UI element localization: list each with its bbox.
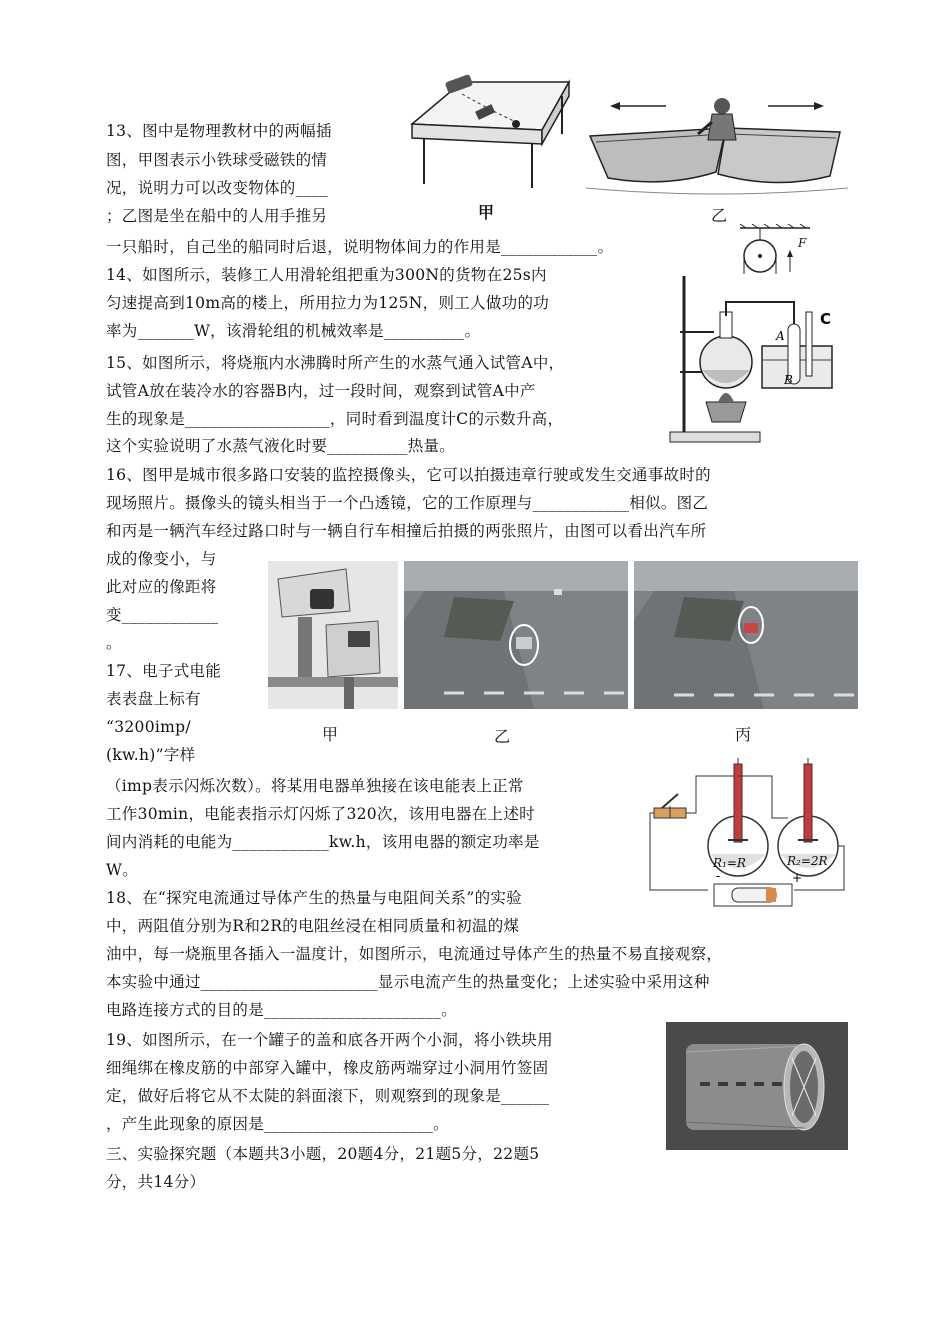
photo-caption-a: 甲 [322,725,339,744]
q18-line-3: 油中，每一烧瓶里各插入一温度计，如图所示，电流通过导体产生的热量不易直接观察， [106,945,723,963]
label-c: C [820,310,832,328]
label-a: A [776,329,785,343]
photo-caption-c: 丙 [735,725,752,744]
rolling-can-photo [666,1022,848,1150]
label-b: B [784,373,793,387]
figure-caption-a: 甲 [478,203,495,222]
battery-plus-label: + [792,871,803,885]
resistor-r1-label: R₁=R [713,856,746,870]
q17-line-1: 17、电子式电能 [106,662,222,680]
heating-circuit-figure [648,758,848,918]
q13-line-5: 一只船时，自己坐的船同时后退，说明物体间力的作用是____________。 [106,238,614,256]
battery-minus-label: - [716,869,721,883]
q18-line-1: 18、在“探究电流通过导体产生的热量与电阻间关系”的实验 [106,889,522,907]
q19-line-4: ，产生此现象的原因是_____________________。 [106,1115,449,1133]
force-label: F [798,236,807,250]
surveillance-camera-photo [268,561,398,709]
q16-line-3: 和丙是一辆汽车经过路口时与一辆自行车相撞后拍摄的两张照片，由图可以看出汽车所 [106,522,707,540]
road-photo-c [634,561,858,709]
q19-line-3: 定，做好后将它从不太陡的斜面滚下，则观察到的现象是______ [106,1087,550,1105]
boats-figure [586,92,848,200]
resistor-r2-label: R₂=2R [787,854,828,868]
q13-line-4: ；乙图是坐在船中的人用手推另 [106,207,328,225]
q15-line-4: 这个实验说明了水蒸气液化时要__________热量。 [106,437,456,455]
q17-line-5: （imp表示闪烁次数）。将某用电器单独接在该电能表上正常 [106,777,524,795]
section3-heading-line-1: 三、实验探究题（本题共3小题，20题4分，21题5分，22题5 [106,1145,540,1163]
q15-line-1: 15、如图所示，将烧瓶内水沸腾时所产生的水蒸气通入试管A中， [106,354,565,372]
q17-line-7: 间内消耗的电能为____________kw.h，该用电器的额定功率是 [106,833,540,851]
q16-line-4: 成的像变小，与 [106,550,217,568]
q16-line-6: 变____________ [106,606,219,624]
q13-line-1: 13、图中是物理教材中的两幅插 [106,122,332,140]
q18-line-2: 中，两阻值分别为R和2R的电阻丝浸在相同质量和初温的煤 [106,917,520,935]
q14-line-1: 14、如图所示，装修工人用滑轮组把重为300N的货物在25s内 [106,266,547,284]
q15-line-2: 试管A放在装冷水的容器B内，过一段时间，观察到试管A中产 [106,382,536,400]
road-photo-b [404,561,628,709]
q15-line-3: 生的现象是__________________，同时看到温度计C的示数升高， [106,410,564,428]
q14-line-2: 匀速提高到10m高的楼上，所用拉力为125N，则工人做功的功 [106,294,550,312]
q16-line-2: 现场照片。摄像头的镜头相当于一个凸透镜，它的工作原理与____________相似。图乙 [106,494,709,512]
q17-line-4: (kw.h)”字样 [106,746,196,764]
q13-line-2: 图，甲图表示小铁球受磁铁的情 [106,151,328,169]
q14-line-3: 率为_______W，该滑轮组的机械效率是__________。 [106,322,481,340]
figure-caption-b: 乙 [711,206,728,225]
q16-line-1: 16、图甲是城市很多路口安装的监控摄像头，它可以拍摄违章行驶或发生交通事故时的 [106,466,711,484]
q17-line-3: “3200imp/ [106,718,191,736]
q13-line-3: 况，说明力可以改变物体的____ [106,179,328,197]
q16-line-5: 此对应的像距将 [106,578,217,596]
q19-line-1: 19、如图所示，在一个罐子的盖和底各开两个小洞，将小铁块用 [106,1031,553,1049]
photo-caption-b: 乙 [494,727,511,746]
q17-line-8: W。 [106,861,139,879]
section3-heading-line-2: 分，共14分） [106,1173,206,1191]
q17-line-2: 表表盘上标有 [106,690,201,708]
q16-line-7: 。 [106,634,122,652]
q19-line-2: 细绳绑在橡皮筋的中部穿入罐中，橡皮筋两端穿过小洞用竹签固 [106,1059,549,1077]
steam-condensation-figure [666,272,846,448]
q18-line-5: 电路连接方式的目的是______________________。 [106,1001,457,1019]
magnet-table-figure [404,72,572,192]
q18-line-4: 本实验中通过______________________显示电流产生的热量变化；上述实验中采用这种 [106,973,710,991]
q17-line-6: 工作30min，电能表指示灯闪烁了320次，该用电器在上述时 [106,805,535,823]
